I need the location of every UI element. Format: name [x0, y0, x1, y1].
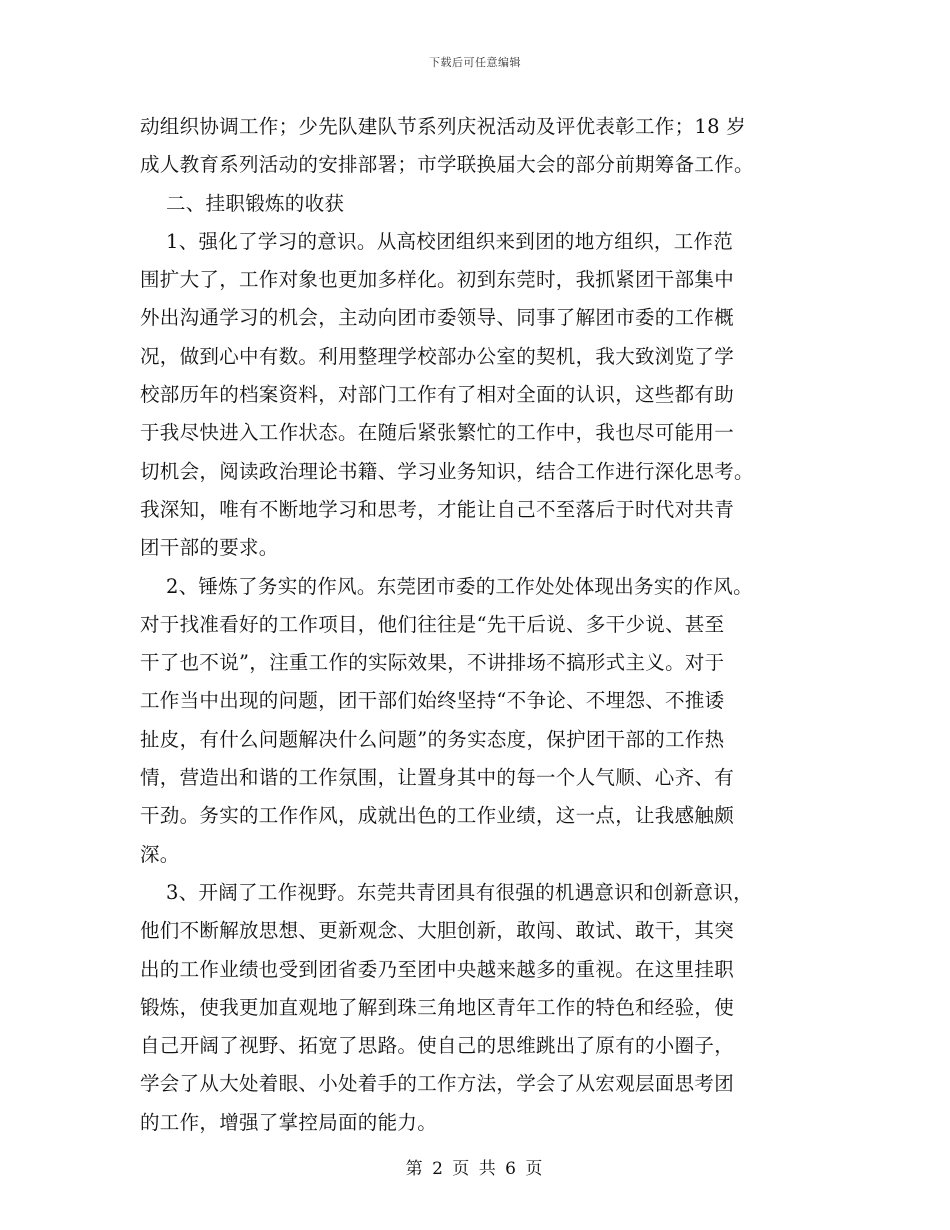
text-line: 外出沟通学习的机会，主动向团市委领导、同事了解团市委的工作概	[140, 306, 735, 330]
text-line: 的工作，增强了掌控局面的能力。	[140, 1110, 438, 1134]
text-line: 深。	[140, 842, 180, 866]
page-header: 下载后可任意编辑	[429, 56, 521, 69]
text-line: 干了也不说”，注重工作的实际效果，不讲排场不搞形式主义。对于	[140, 651, 725, 675]
text-line: 对于找准看好的工作项目，他们往往是“先干后说、多干少说、甚至	[140, 612, 725, 636]
text-line: 成人教育系列活动的安排部署；市学联换届大会的部分前期筹备工作。	[140, 153, 754, 177]
body-text	[140, 108, 820, 1142]
page-number: 第 2 页 共 6 页	[405, 1159, 545, 1179]
text-line: 围扩大了，工作对象也更加多样化。初到东莞时，我抓紧团干部集中	[140, 268, 735, 292]
text-line: 于我尽快进入工作状态。在随后紧张繁忙的工作中，我也尽可能用一	[140, 421, 735, 445]
text-line: 锻炼，使我更加直观地了解到珠三角地区青年工作的特色和经验，使	[140, 995, 735, 1019]
text-line: 2、锤炼了务实的作风。东莞团市委的工作处处体现出务实的作风。	[140, 574, 753, 598]
text-line: 工作当中出现的问题，团干部们始终坚持“不争论、不埋怨、不推诿	[140, 689, 725, 713]
text-line: 切机会，阅读政治理论书籍、学习业务知识，结合工作进行深化思考。	[140, 459, 754, 483]
text-line: 干劲。务实的工作作风，成就出色的工作业绩，这一点，让我感触颇	[140, 804, 735, 828]
section-heading: 二、挂职锻炼的收获	[140, 191, 345, 215]
text-line: 扯皮，有什么问题解决什么问题”的务实态度，保护团干部的工作热	[140, 727, 725, 751]
text-line: 他们不断解放思想、更新观念、大胆创新，敢闯、敢试、敢干，其突	[140, 919, 735, 943]
text-line: 校部历年的档案资料，对部门工作有了相对全面的认识，这些都有助	[140, 383, 735, 407]
text-line: 出的工作业绩也受到团省委乃至团中央越来越多的重视。在这里挂职	[140, 957, 735, 981]
text-line: 情，营造出和谐的工作氛围，让置身其中的每一个人气顺、心齐、有	[140, 766, 735, 790]
text-line: 动组织协调工作；少先队建队节系列庆祝活动及评优表彰工作；18 岁	[140, 115, 747, 138]
text-line: 3、开阔了工作视野。东莞共青团具有很强的机遇意识和创新意识，	[140, 880, 753, 904]
text-line: 团干部的要求。	[140, 536, 279, 560]
text-line: 1、强化了学习的意识。从高校团组织来到团的地方组织，工作范	[140, 229, 734, 253]
text-line: 学会了从大处着眼、小处着手的工作方法，学会了从宏观层面思考团	[140, 1072, 735, 1096]
text-line: 我深知，唯有不断地学习和思考，才能让自己不至落后于时代对共青	[140, 497, 735, 521]
text-line: 自己开阔了视野、拓宽了思路。使自己的思维跳出了原有的小圈子，	[140, 1034, 735, 1058]
text-line: 况，做到心中有数。利用整理学校部办公室的契机，我大致浏览了学	[140, 344, 735, 368]
